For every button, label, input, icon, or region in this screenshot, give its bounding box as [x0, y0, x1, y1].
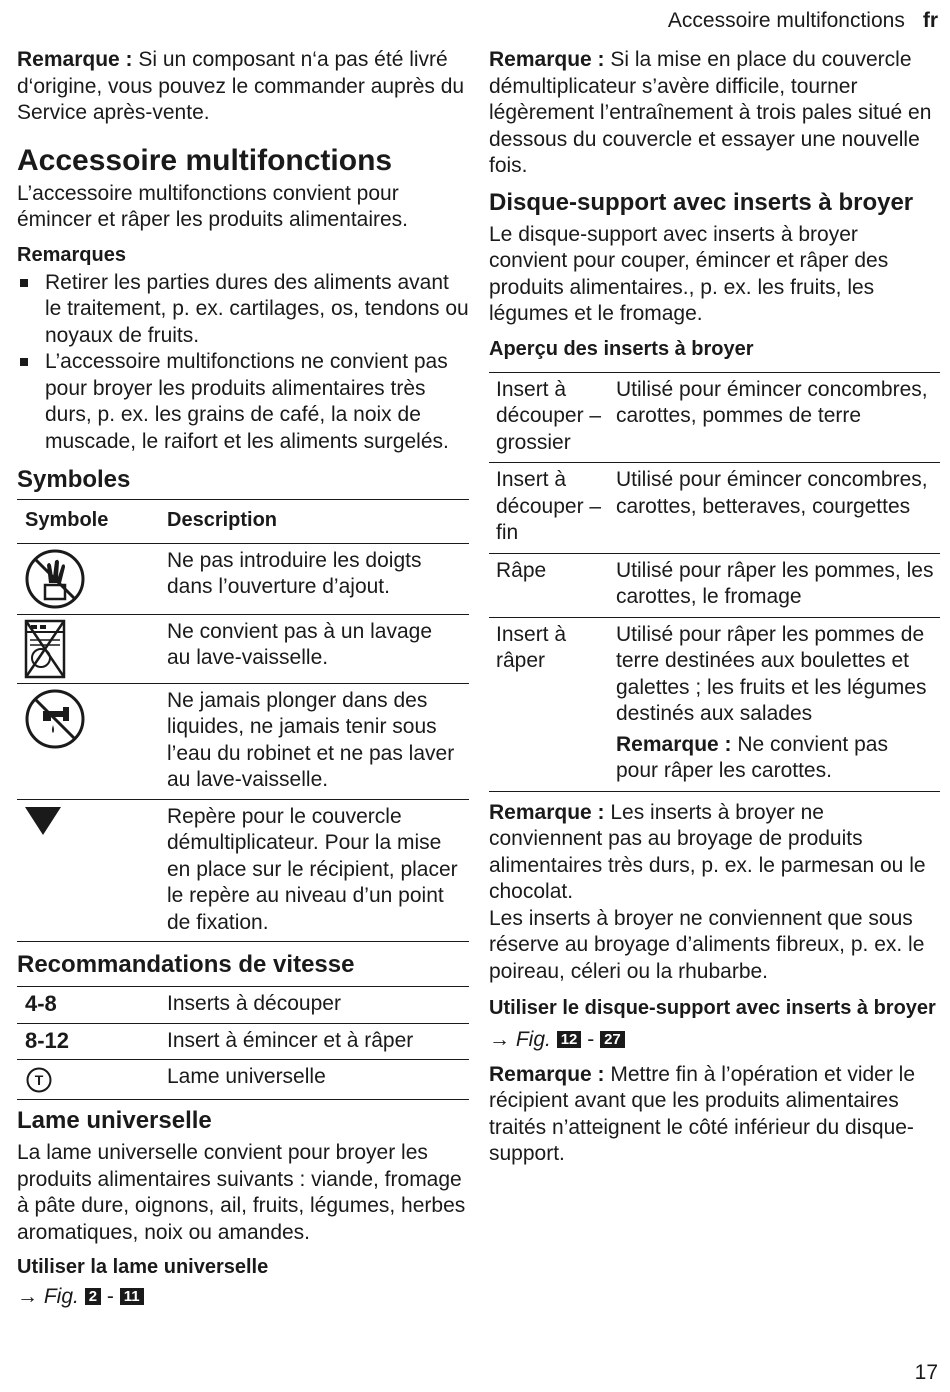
fig-dash: -: [106, 1285, 114, 1308]
table-row: [17, 1023, 469, 1060]
speed-key: 8-12: [17, 1023, 159, 1060]
fig-label: Fig.: [515, 1028, 551, 1051]
symbol-description: Ne jamais plonger dans des liquides, ne jamais tenir sous l’eau du robinet et ne pas laver au lave-vaisselle.: [159, 683, 469, 799]
speed-value: Lame universelle: [159, 1060, 469, 1100]
note: [489, 47, 940, 180]
section-intro: L’accessoire multifonctions convient pour émincer et râper les produits alimentaires.: [17, 181, 409, 231]
no-water-icon: [23, 687, 87, 751]
note-label: Remarque :: [489, 800, 605, 824]
fig-number: 12: [557, 1031, 582, 1048]
table-row: [17, 1060, 469, 1100]
fig-number: 27: [600, 1031, 625, 1048]
table-header-row: [17, 500, 469, 544]
symbol-description: Repère pour le couvercle démultiplicateur. Pour la mise en place sur le récipient, placer le repère au niveau d’un point de fixation.: [159, 799, 469, 942]
remark-item: Retirer les parties dures des aliments avant le traitement, p. ex. cartilages, os, tendons ou noyaux de fruits.: [17, 270, 469, 350]
note-text: Mettre fin à l’opération et vider le récipient avant que les produits alimentaires traités n’atteignent le côté inférieur du disque-support.: [489, 1062, 916, 1165]
table-row: [17, 543, 469, 614]
symbols-table: [17, 499, 469, 942]
remarks-title: Remarques: [17, 243, 126, 266]
note-label: Remarque :: [489, 1062, 605, 1086]
insert-name: Insert à découper – grossier: [489, 372, 609, 463]
note-text: Si un composant n‘a pas été livré d‘origine, vous pouvez le commander auprès du Service après-vente.: [17, 48, 465, 124]
right-column: [489, 47, 940, 1168]
figure-reference: [17, 1284, 469, 1311]
left-column: [17, 47, 469, 1311]
insert-note: [616, 732, 934, 785]
table-row: [17, 799, 469, 942]
table-row: [489, 463, 940, 554]
table-row: [489, 553, 940, 617]
insert-name: Insert à découper – fin: [489, 463, 609, 554]
fig-dash: -: [587, 1028, 595, 1051]
inserts-table: [489, 372, 940, 792]
note-text: Si la mise en place du couvercle démultiplicateur s’avère difficile, tourner légèrement l’entraînement à trois pales situé en dessous du couvercle et essayer une nouvelle fois.: [489, 48, 932, 177]
section-title: Accessoire multifonctions: [17, 143, 393, 177]
intro-note: [17, 47, 469, 127]
overview-title: Aperçu des inserts à broyer: [489, 337, 754, 360]
column-header-symbol: Symbole: [17, 500, 159, 544]
table-row: [489, 617, 940, 791]
fig-number: 2: [85, 1288, 101, 1305]
insert-description: Utilisé pour râper les pommes, les carottes, le fromage: [609, 553, 940, 617]
insert-name: Râpe: [489, 553, 609, 617]
column-header-description: Description: [159, 500, 469, 544]
speed-title: Recommandations de vitesse: [17, 951, 355, 978]
insert-description: Utilisé pour râper les pommes de terre destinées aux boulettes et galettes ; les fruits et les légumes destinés aux salades: [616, 622, 927, 725]
table-row: [17, 683, 469, 799]
blade-title: Lame universelle: [17, 1107, 212, 1134]
note-continuation: Les inserts à broyer ne conviennent que sous réserve au broyage d’aliments fibreux, p. ex. le poireau, céleri ou la rhubarbe.: [489, 906, 925, 983]
no-dishwasher-icon: [23, 618, 67, 680]
symbol-description: Ne convient pas à un lavage au lave-vaisselle.: [159, 614, 469, 683]
speed-table: [17, 986, 469, 1100]
table-row: [17, 987, 469, 1024]
triangle-marker-icon: [23, 803, 63, 837]
table-row: [489, 372, 940, 463]
note: [489, 1062, 940, 1168]
table-row: [17, 614, 469, 683]
note-label: Remarque :: [616, 732, 732, 756]
insert-name: Insert à râper: [489, 617, 609, 791]
symbol-description: Ne pas introduire les doigts dans l’ouverture d’ajout.: [159, 543, 469, 614]
note: [489, 800, 940, 906]
fig-label: Fig.: [43, 1285, 79, 1308]
figure-reference: [489, 1027, 940, 1054]
speed-value: Insert à émincer et à râper: [159, 1023, 469, 1060]
note-label: Remarque :: [489, 48, 605, 71]
speed-value: Inserts à découper: [159, 987, 469, 1024]
disc-use-title: Utiliser le disque-support avec inserts à broyer: [489, 997, 936, 1019]
arrow-icon: →: [489, 1028, 510, 1051]
note-text: Les inserts à broyer ne conviennent pas au broyage de produits alimentaires très durs, p. ex. le parmesan ou le chocolat.: [489, 800, 926, 903]
no-fingers-icon: [23, 547, 87, 611]
blade-use-title: Utiliser la lame universelle: [17, 1256, 269, 1278]
arrow-icon: →: [17, 1285, 38, 1308]
turbo-t-letter: T: [34, 1072, 44, 1088]
page-header: [668, 8, 938, 35]
insert-description: Utilisé pour émincer concombres, carottes, betteraves, courgettes: [609, 463, 940, 554]
remark-item: L’accessoire multifonctions ne convient pas pour broyer les produits alimentaires très durs, p. ex. les grains de café, la noix de muscade, le raifort et les aliments surgelés.: [17, 349, 469, 455]
insert-description: Utilisé pour émincer concombres, carottes, pommes de terre: [609, 372, 940, 463]
note-label: Remarque :: [17, 48, 133, 71]
speed-key: 4-8: [17, 987, 159, 1024]
disc-title: Disque-support avec inserts à broyer: [489, 188, 914, 216]
blade-text: La lame universelle convient pour broyer les produits alimentaires suivants : viande, fromage à pâte dure, oignons, ail, fruits, légumes, herbes aromatiques, noix ou amandes.: [17, 1141, 466, 1244]
language-code: fr: [922, 9, 938, 32]
symbols-title: Symboles: [17, 466, 131, 493]
note-text: Ne convient pas pour râper les carottes.: [616, 732, 888, 782]
header-title: Accessoire multifonctions: [667, 9, 905, 32]
page-number: 17: [914, 1360, 938, 1384]
fig-number: 11: [120, 1288, 144, 1305]
disc-text: Le disque-support avec inserts à broyer convient pour couper, émincer et râper des produits alimentaires., p. ex. les fruits, les légumes et le fromage.: [489, 222, 889, 325]
turbo-t-icon: [25, 1066, 53, 1094]
